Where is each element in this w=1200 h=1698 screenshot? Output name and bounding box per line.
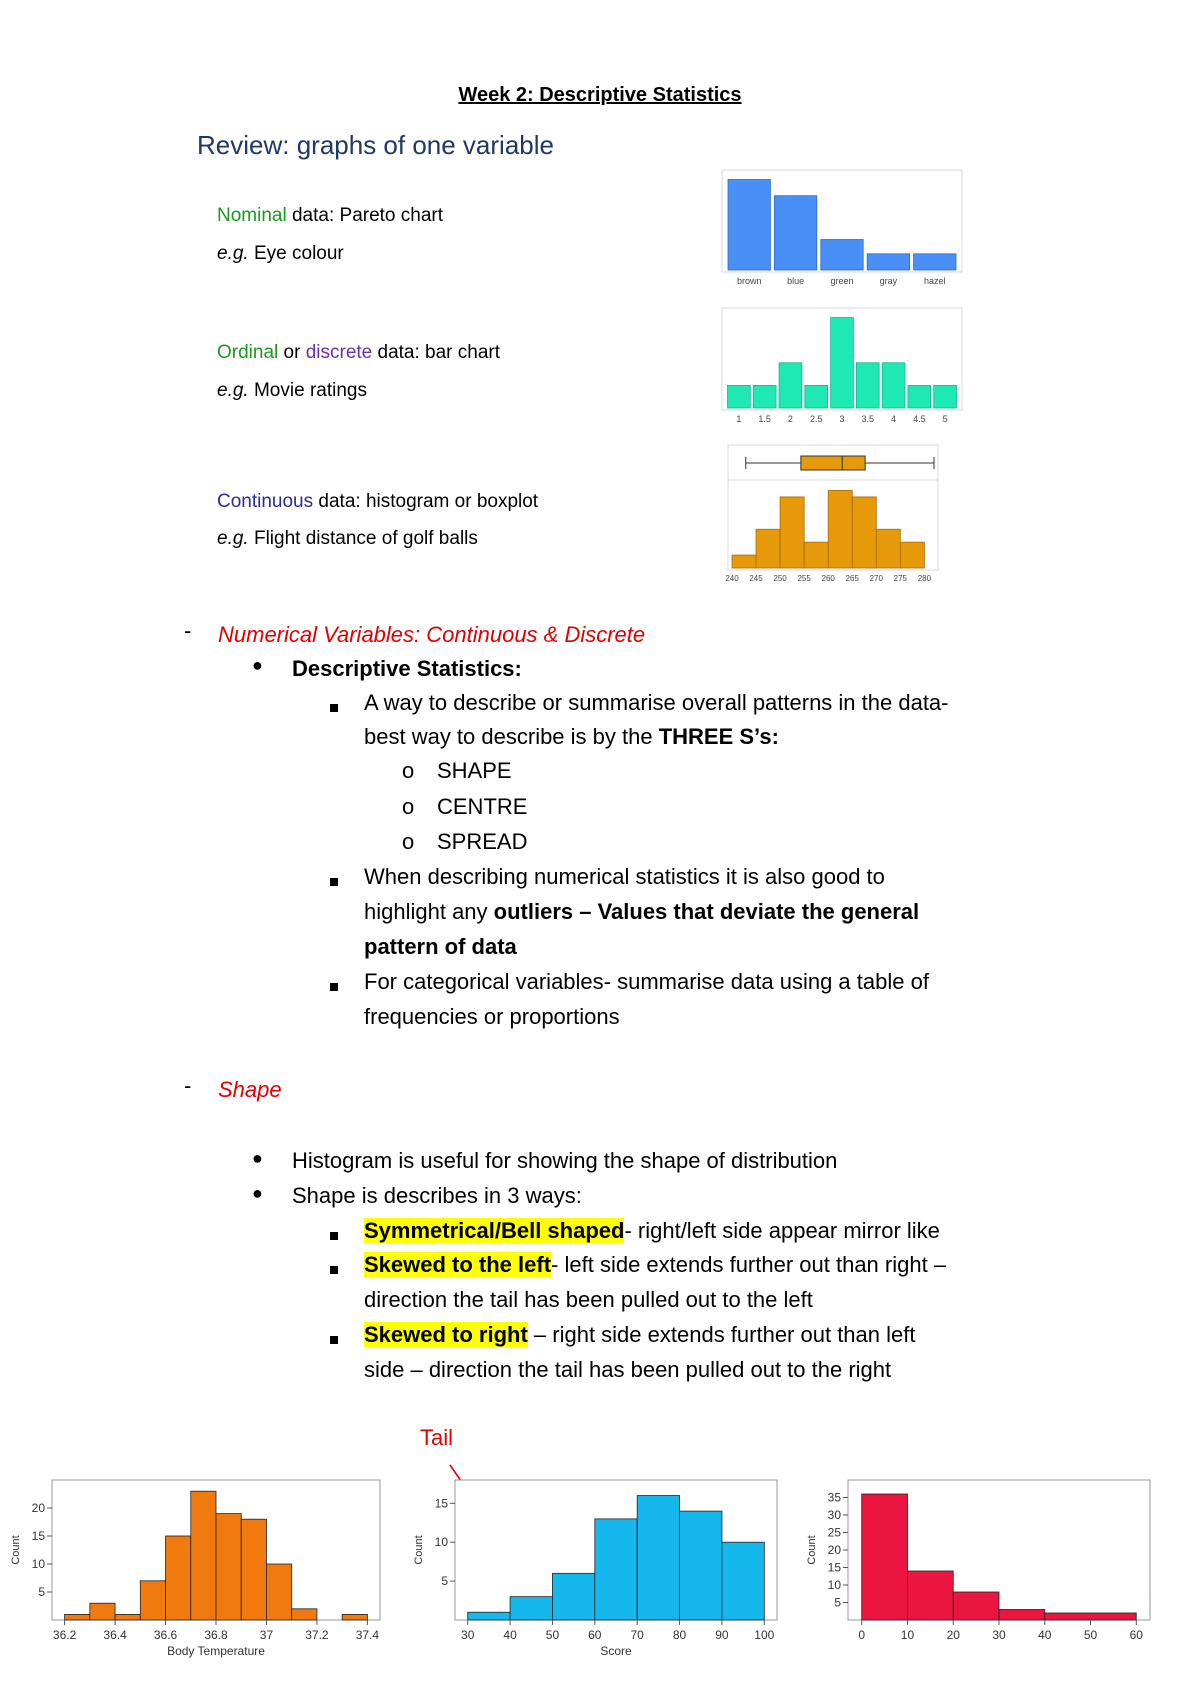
tick-label: 255 [797,574,811,583]
tick-label: 3.5 [861,414,875,424]
tick-label: 270 [869,574,883,583]
skew-left-line2: direction the tail has been pulled out to the left [364,1287,813,1312]
histogram-bar [852,497,876,568]
histogram-bar [828,490,852,568]
x-tick-label: 30 [992,1628,1006,1642]
ordinal-rest: data: bar chart [372,342,501,363]
continuous-example [217,528,478,550]
y-tick-label: 25 [827,1525,841,1540]
bar [831,318,854,408]
tick-label: blue [787,276,805,286]
square-bullet-icon [330,1227,338,1245]
histogram-bar [732,555,756,568]
nominal-example-text: Eye colour [248,243,344,264]
histogram-bar [756,529,780,568]
continuous-rest: data: histogram or boxplot [313,491,539,512]
histogram-bar [680,1511,722,1620]
continuous-line [217,491,538,513]
y-axis-label: Count [413,1535,425,1565]
square-bullet-icon [330,978,338,996]
bar [908,385,931,408]
x-tick-label: 50 [545,1628,560,1642]
x-tick-label: 36.2 [52,1628,77,1642]
ordinal-or: or [278,342,306,363]
dash: - [184,618,192,643]
y-tick-label: 5 [38,1585,45,1599]
x-axis-label: Body Temperature [167,1644,265,1658]
bar [856,363,879,408]
nominal-rest: data: Pareto chart [286,205,444,226]
shape-p2: Shape is describes in 3 ways: [292,1183,582,1208]
symmetrical-rest: - right/left side appear mirror like [624,1218,940,1243]
skew-right-line [364,1318,915,1352]
x-tick-label: 36.8 [204,1628,228,1642]
y-tick-label: 15 [827,1560,841,1575]
histogram-bar [552,1573,594,1620]
numerical-heading: Numerical Variables: Continuous & Discrete [218,622,646,647]
histogram-bar [722,1542,764,1620]
x-tick-label: 37 [259,1628,274,1642]
histogram-bar [342,1614,367,1620]
histogram-bar [115,1614,140,1620]
bar [934,385,957,408]
shape-heading: Shape [218,1077,282,1102]
right-skew-histogram [800,1470,1160,1675]
nominal-line [217,205,443,227]
skew-right-line2: side – direction the tail has been pulled out to the right [364,1357,892,1382]
x-tick-label: 90 [715,1628,729,1642]
bar [805,385,828,408]
symmetrical-line [364,1214,940,1248]
x-tick-label: 10 [900,1628,915,1642]
b3-line2: frequencies or proportions [364,1004,620,1029]
ordinal-example-text: Movie ratings [248,380,367,401]
tail-label: Tail [420,1425,454,1450]
histogram-bar [266,1564,291,1620]
x-tick-label: 0 [858,1628,866,1642]
histogram-bar [999,1610,1045,1621]
histogram-bar [510,1597,552,1620]
x-tick-label: 60 [1129,1628,1143,1642]
b1-line2 [364,720,779,754]
continuous-example-text: Flight distance of golf balls [248,528,478,549]
nominal-word: Nominal [217,205,287,226]
y-tick-label: 20 [827,1543,841,1557]
continuous-word: Continuous [217,491,314,512]
histogram-bar [595,1519,637,1620]
y-tick-label: 20 [31,1501,45,1515]
skew-left-rest: - left side extends further out than right – [551,1252,947,1277]
b3-line1: For categorical variables- summarise data using a table of [364,969,929,994]
three-s-label: THREE S’s: [658,724,779,749]
x-tick-label: 36.4 [103,1628,127,1642]
s-item-centre: CENTRE [437,794,528,819]
histogram-bar [907,1571,953,1620]
tick-label: 1.5 [758,414,771,424]
dash: - [184,1073,192,1098]
b2-line3: pattern of data [364,934,517,959]
y-tick-label: 10 [31,1557,45,1571]
square-bullet-icon [330,1331,338,1349]
box [801,456,865,470]
page-title: Week 2: Descriptive Statistics [458,84,742,106]
s-item-shape: SHAPE [437,758,512,783]
b2-line2-text: highlight any [364,899,494,924]
eg-label: e.g. [217,528,249,549]
y-tick-label: 10 [434,1535,448,1550]
tick-label: 3 [839,414,845,424]
x-tick-label: 40 [503,1628,517,1642]
tick-label: 265 [845,574,859,583]
x-tick-label: 60 [588,1628,602,1642]
x-tick-label: 37.4 [355,1628,380,1642]
tick-label: 2.5 [809,414,823,424]
body-temperature-histogram [0,1470,390,1675]
eg-label: e.g. [217,380,249,401]
histogram-bar [876,529,900,568]
outliers-definition: outliers – Values that deviate the general [493,899,920,924]
skew-right-highlight: Skewed to right [364,1322,528,1347]
histogram-bar [216,1514,241,1620]
histogram-bar [1045,1613,1137,1620]
tick-label: green [830,276,854,286]
histogram-bar [468,1612,510,1620]
discrete-word: discrete [305,342,373,363]
histogram-bar [65,1614,90,1620]
tick-label: 250 [773,574,787,583]
x-tick-label: 70 [630,1628,644,1642]
tick-label: 275 [893,574,908,583]
ordinal-example [217,380,367,402]
tick-label: hazel [924,276,946,286]
y-tick-label: 5 [441,1574,448,1589]
histogram-bar [900,542,924,568]
y-axis-label: Count [806,1535,818,1565]
bar [914,254,956,270]
y-tick-label: 15 [434,1496,448,1511]
histogram-bar [191,1491,216,1620]
y-tick-label: 5 [834,1595,841,1610]
movie-bar-chart [722,308,962,428]
x-tick-label: 20 [946,1628,960,1642]
tick-label: gray [879,276,898,286]
review-heading: Review: graphs of one variable [197,130,554,160]
x-tick-label: 80 [672,1628,687,1642]
ordinal-word: Ordinal [217,342,279,363]
histogram-bar [862,1494,908,1620]
nominal-example [217,243,344,265]
histogram-bar [292,1609,317,1620]
histogram-bar [637,1496,679,1620]
golf-boxplot [728,445,938,483]
tick-label: 2 [787,414,793,424]
shape-p1: Histogram is useful for showing the shape of distribution [292,1148,838,1173]
histogram-bar [241,1519,266,1620]
y-axis-label: Count [10,1535,22,1565]
x-tick-label: 30 [461,1628,475,1642]
score-histogram [405,1470,785,1675]
square-bullet-icon [330,1261,338,1279]
tick-label: 240 [725,574,739,583]
bar [867,254,909,270]
x-tick-label: 37.2 [305,1628,329,1642]
tick-label: 260 [821,574,835,583]
y-tick-label: 10 [827,1578,841,1592]
tick-label: 245 [749,574,763,583]
square-bullet-icon [330,699,338,717]
histogram-bar [90,1603,115,1620]
x-axis-label: Score [600,1644,632,1658]
tick-label: 4 [891,414,897,424]
histogram-bar [953,1592,999,1620]
ordinal-line [217,342,500,364]
b1-line1: A way to describe or summarise overall patterns in the data- [364,690,949,715]
descriptive-stats-heading: Descriptive Statistics: [292,656,522,681]
skew-left-line [364,1248,946,1282]
y-tick-label: 15 [31,1529,45,1543]
histogram-bar [140,1581,165,1620]
bar [779,363,802,408]
eg-label: e.g. [217,243,249,264]
bar [728,385,751,408]
x-tick-label: 36.6 [153,1628,178,1642]
tick-label: 280 [917,574,932,583]
golf-histogram [725,480,938,586]
circle-bullet-icon: o [402,758,415,783]
circle-bullet-icon: o [402,829,415,854]
x-tick-label: 40 [1038,1628,1052,1642]
s-item-spread: SPREAD [437,829,528,854]
bar [753,385,776,408]
tick-label: 4.5 [913,414,926,424]
bar [774,196,816,270]
x-tick-label: 50 [1083,1628,1098,1642]
y-tick-label: 30 [827,1508,841,1522]
bar [882,363,905,408]
y-tick-label: 35 [827,1490,841,1505]
tick-label: 5 [942,414,948,424]
bullet-icon: ● [252,1183,263,1203]
b2-line1: When describing numerical statistics it is also good to [364,864,885,889]
b2-line2 [364,895,919,929]
skew-left-highlight: Skewed to the left [364,1252,552,1277]
bullet-icon: ● [252,655,263,675]
bullet-icon: ● [252,1148,263,1168]
square-bullet-icon [330,873,338,891]
histogram-bar [166,1536,191,1620]
tick-label: 1 [736,414,742,424]
histogram-bar [780,497,804,568]
bar [821,240,863,270]
tick-label: brown [736,276,762,286]
skew-right-rest: – right side extends further out than left [527,1322,916,1347]
circle-bullet-icon: o [402,794,415,819]
b1-line2-text: best way to describe is by the [364,724,659,749]
pareto-chart [722,170,962,290]
histogram-bar [804,542,828,568]
x-tick-label: 100 [754,1628,775,1642]
bar [728,180,770,270]
symmetrical-highlight: Symmetrical/Bell shaped [364,1218,625,1243]
